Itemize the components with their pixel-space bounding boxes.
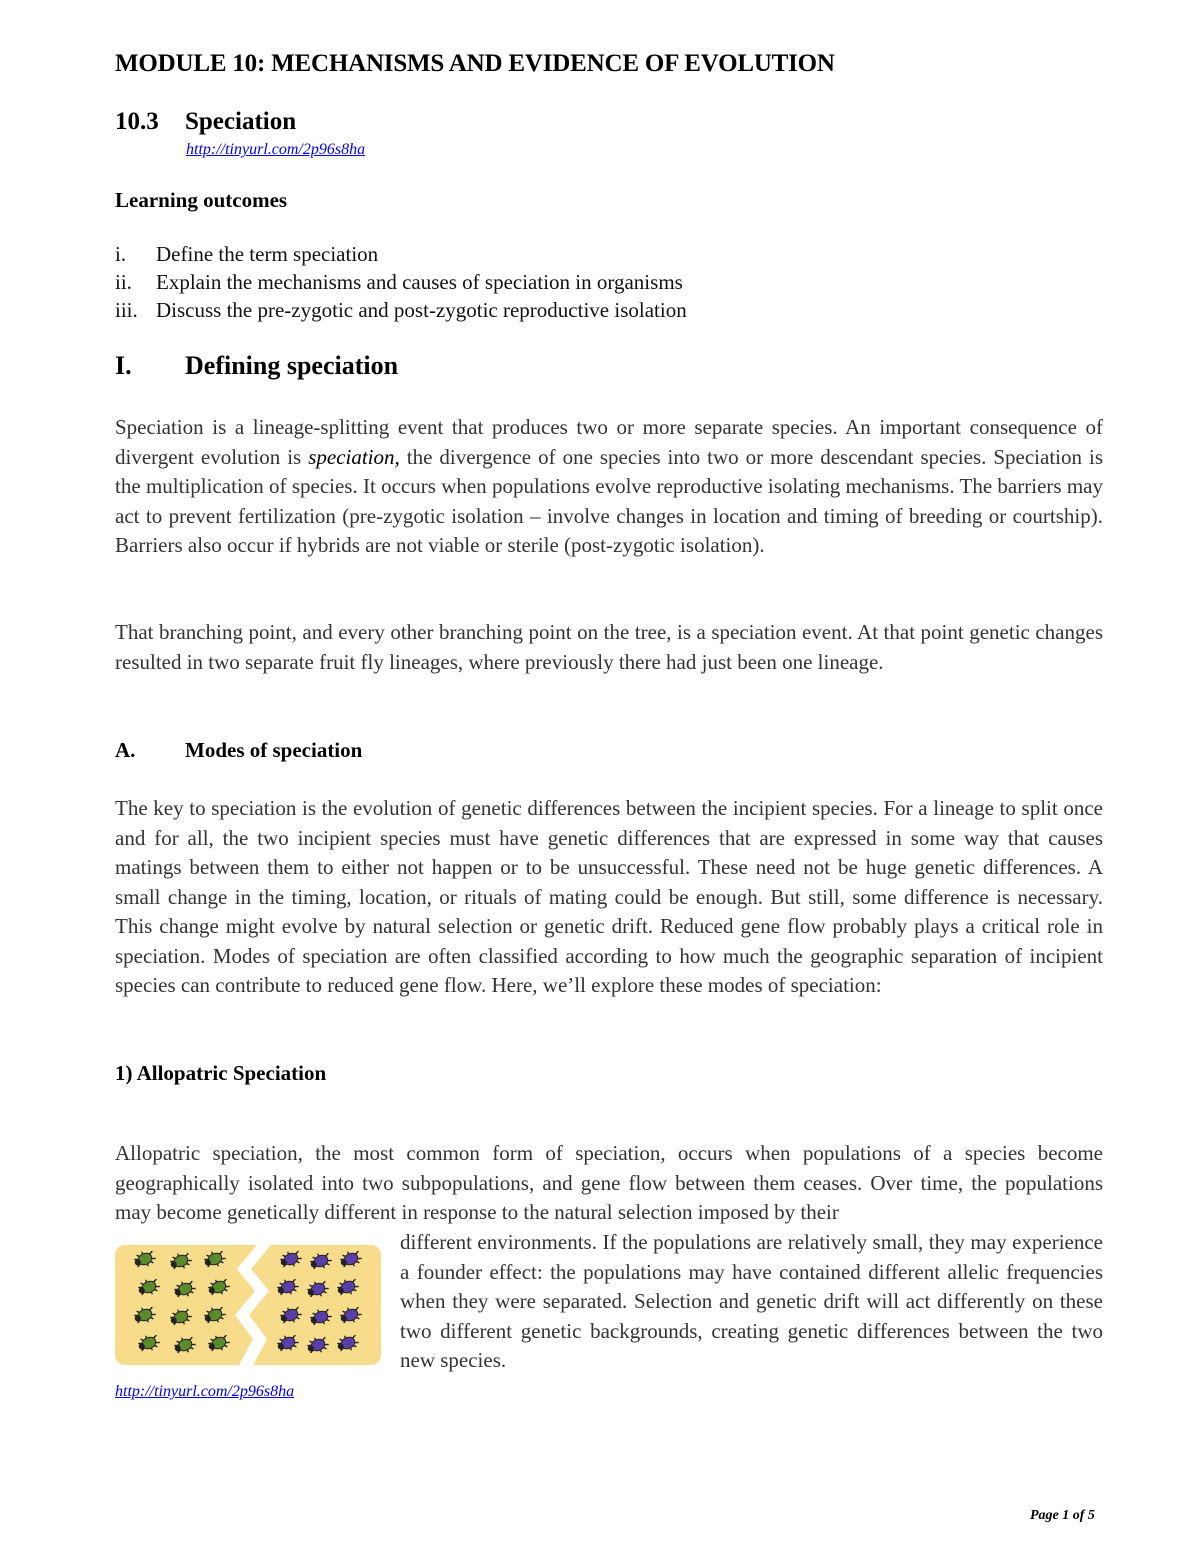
outcome-text: Explain the mechanisms and causes of speciation in organisms — [156, 270, 683, 294]
section-title: Speciation — [185, 108, 297, 135]
paragraph-branching-point: That branching point, and every other branching point on the tree, is a speciation event. At that point genetic changes resulted in two separate fruit fly lineages, where previously there had just been one lineage. — [115, 620, 1103, 674]
outcome-text: Define the term speciation — [156, 242, 379, 266]
outcome-number: ii. — [115, 270, 132, 294]
page-number: Page 1 of 5 — [1030, 1508, 1095, 1523]
section-number: 10.3 — [115, 108, 159, 135]
module-title: MODULE 10: MECHANISMS AND EVIDENCE OF EVOLUTION — [115, 50, 835, 77]
allopatric-beetles-figure — [115, 1245, 381, 1365]
outcome-number: iii. — [115, 298, 138, 322]
emphasis-speciation: speciation, — [308, 444, 400, 469]
heading-number: A. — [115, 738, 136, 762]
heading-modes-of-speciation: Modes of speciation — [185, 738, 363, 762]
outcome-number: i. — [115, 242, 127, 266]
heading-number: I. — [115, 351, 132, 380]
heading-defining-speciation: Defining speciation — [185, 351, 399, 380]
paragraph-defining-speciation: Speciation is a lineage-splitting event that produces two or more separate species. An important consequence of divergent evolution is speciation, the divergence of one species into two or more descendant species. Speciation is the multiplication of species. It occurs when populations evolve reproductive isolating mechanisms. The barriers may act to prevent fertilization (pre-zygotic isolation – involve changes in location and timing of breeding or courtship). Barriers also occur if hybrids are not viable or sterile (post-zygotic isolation). — [115, 415, 1103, 557]
learning-outcomes-heading: Learning outcomes — [115, 188, 288, 212]
heading-allopatric-speciation: 1) Allopatric Speciation — [115, 1061, 327, 1085]
paragraph-allopatric-wrapped: different environments. If the populations are relatively small, they may experience a founder effect: the populations may have contained different allelic frequencies when they were separated. Selection and genetic drift will act differently on these two different genetic backgrounds, creating genetic differences between the two new species. — [400, 1230, 1103, 1372]
paragraph-allopatric-intro: Allopatric speciation, the most common form of speciation, occurs when populations of a species become geographically isolated into two subpopulations, and gene flow between them ceases. Over time, the populations may become genetically different in response to the natural selection imposed by their — [115, 1141, 1103, 1224]
outcome-text: Discuss the pre-zygotic and post-zygotic reproductive isolation — [156, 298, 687, 322]
figure-link[interactable]: http://tinyurl.com/2p96s8ha — [115, 1383, 295, 1400]
paragraph-modes-of-speciation: The key to speciation is the evolution of genetic differences between the incipient species. For a lineage to split once and for all, the two incipient species must have genetic differences that are expressed in some way that causes matings between them to either not happen or to be unsuccessful. These need not be huge genetic differences. A small change in the timing, location, or rituals of mating could be enough. But still, some difference is necessary. This change might evolve by natural selection or genetic drift. Reduced gene flow probably plays a critical role in speciation. Modes of speciation are often classified according to how much the geographic separation of incipient species can contribute to reduced gene flow. Here, we’ll explore these modes of speciation: — [115, 796, 1103, 997]
section-link[interactable]: http://tinyurl.com/2p96s8ha — [186, 141, 366, 158]
